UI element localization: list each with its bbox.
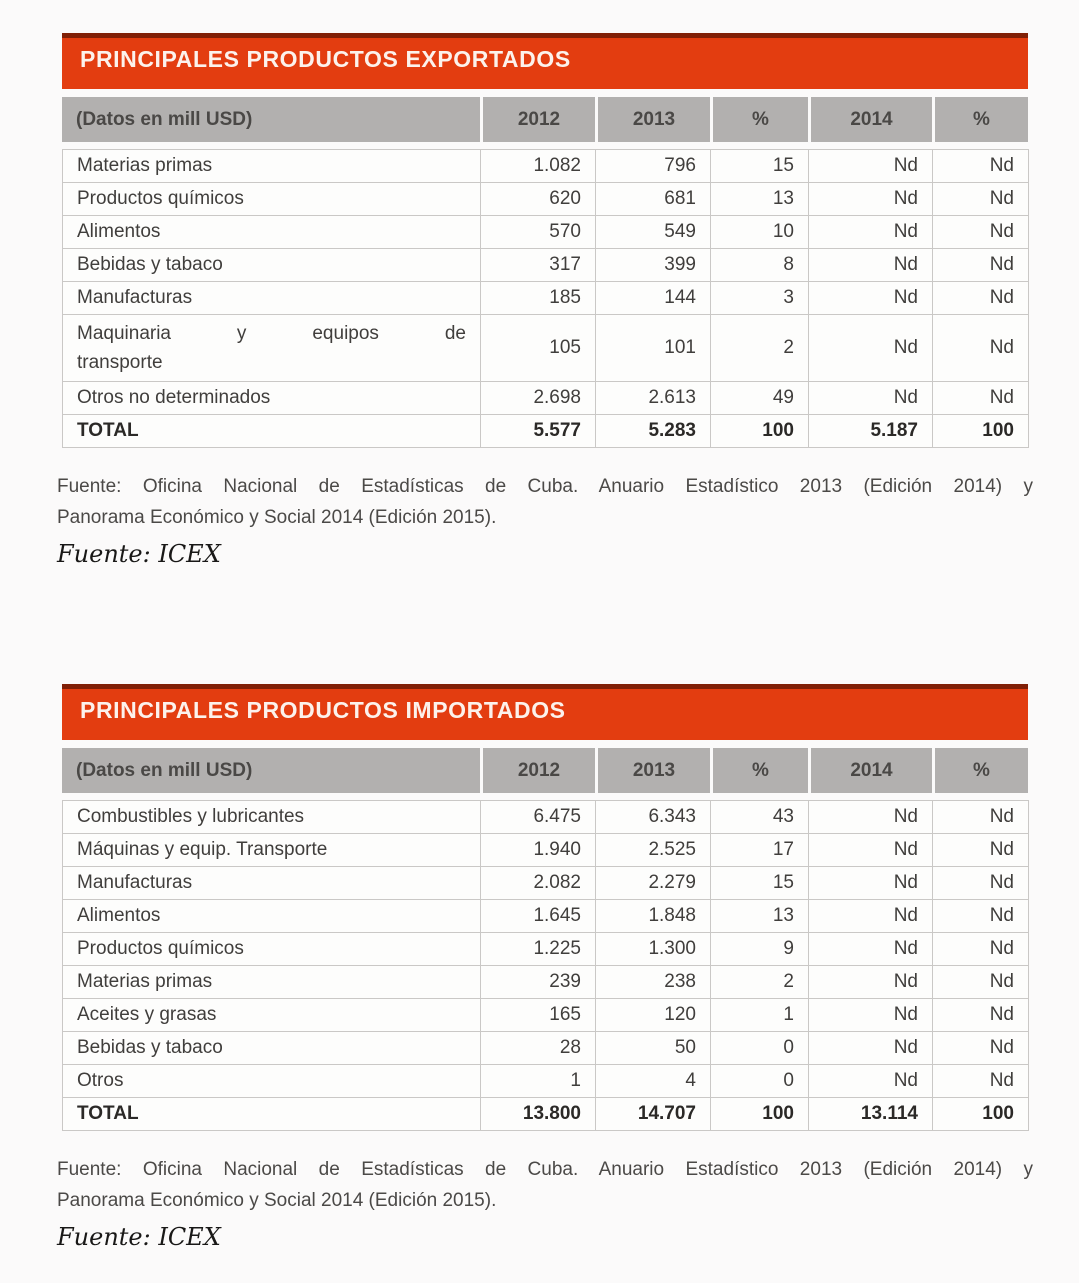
row-label: Bebidas y tabaco (63, 1032, 481, 1065)
value-cell: Nd (809, 382, 933, 415)
value-cell: 5.283 (596, 415, 711, 448)
row-label: Productos químicos (63, 183, 481, 216)
value-cell: 15 (711, 150, 809, 183)
value-cell: Nd (809, 1032, 933, 1065)
value-cell: Nd (809, 183, 933, 216)
value-cell: Nd (933, 150, 1029, 183)
value-cell: Nd (933, 249, 1029, 282)
value-cell: Nd (933, 834, 1029, 867)
row-label: TOTAL (63, 1098, 481, 1131)
value-cell: Nd (809, 834, 933, 867)
value-cell: 1.225 (481, 933, 596, 966)
row-label: TOTAL (63, 415, 481, 448)
value-cell: 239 (481, 966, 596, 999)
value-cell: 17 (711, 834, 809, 867)
row-label: Manufacturas (63, 867, 481, 900)
value-cell: Nd (933, 216, 1029, 249)
row-label: Máquinas y equip. Transporte (63, 834, 481, 867)
value-cell: 100 (933, 415, 1029, 448)
column-header: 2012 (480, 97, 595, 142)
row-label: Bebidas y tabaco (63, 249, 481, 282)
column-header: % (710, 748, 808, 793)
table-row (63, 966, 1029, 999)
value-cell: 6.343 (596, 801, 711, 834)
table-row (63, 150, 1029, 183)
table-row (63, 900, 1029, 933)
table-row (63, 999, 1029, 1032)
value-cell: Nd (933, 1032, 1029, 1065)
row-label: Materias primas (63, 150, 481, 183)
exports-title: PRINCIPALES PRODUCTOS EXPORTADOS (80, 46, 571, 72)
exports-icex-source: Fuente: ICEX (57, 540, 221, 568)
value-cell: Nd (933, 966, 1029, 999)
value-cell: 50 (596, 1032, 711, 1065)
value-cell: 14.707 (596, 1098, 711, 1131)
value-cell: 3 (711, 282, 809, 315)
table-row (63, 1032, 1029, 1065)
exports-section (57, 33, 1033, 570)
value-cell: 2.613 (596, 382, 711, 415)
imports-column-header-row (62, 748, 1028, 793)
value-cell: Nd (933, 315, 1029, 382)
value-cell: Nd (809, 999, 933, 1032)
value-cell: 100 (933, 1098, 1029, 1131)
value-cell: 1.645 (481, 900, 596, 933)
exports-source-note-line2: Panorama Económico y Social 2014 (Edición 2015). (57, 507, 497, 528)
row-label: Manufacturas (63, 282, 481, 315)
row-label: Materias primas (63, 966, 481, 999)
value-cell: Nd (809, 315, 933, 382)
value-cell: Nd (809, 933, 933, 966)
table-row (63, 315, 1029, 382)
value-cell: 185 (481, 282, 596, 315)
column-header: (Datos en mill USD) (62, 97, 480, 142)
value-cell: 2.082 (481, 867, 596, 900)
value-cell: 6.475 (481, 801, 596, 834)
value-cell: 165 (481, 999, 596, 1032)
value-cell: 681 (596, 183, 711, 216)
value-cell: 100 (711, 1098, 809, 1131)
value-cell: Nd (933, 183, 1029, 216)
value-cell: 1 (481, 1065, 596, 1098)
value-cell: 105 (481, 315, 596, 382)
exports-table (62, 149, 1029, 448)
value-cell: 120 (596, 999, 711, 1032)
table-row (63, 933, 1029, 966)
value-cell: 10 (711, 216, 809, 249)
value-cell: Nd (809, 282, 933, 315)
value-cell: Nd (809, 867, 933, 900)
row-label: Aceites y grasas (63, 999, 481, 1032)
column-header: 2013 (595, 97, 710, 142)
total-row (63, 1098, 1029, 1131)
total-row (63, 415, 1029, 448)
table-row (63, 1065, 1029, 1098)
value-cell: 1 (711, 999, 809, 1032)
value-cell: 9 (711, 933, 809, 966)
value-cell: 13.114 (809, 1098, 933, 1131)
value-cell: 144 (596, 282, 711, 315)
value-cell: 5.187 (809, 415, 933, 448)
value-cell: Nd (933, 900, 1029, 933)
value-cell: 2.279 (596, 867, 711, 900)
value-cell: 13 (711, 183, 809, 216)
value-cell: Nd (809, 150, 933, 183)
column-header: 2013 (595, 748, 710, 793)
value-cell: 43 (711, 801, 809, 834)
value-cell: 1.848 (596, 900, 711, 933)
row-label: Combustibles y lubricantes (63, 801, 481, 834)
exports-title-banner (62, 33, 1028, 89)
value-cell: 8 (711, 249, 809, 282)
column-header: 2012 (480, 748, 595, 793)
value-cell: 1.082 (481, 150, 596, 183)
table-row (63, 282, 1029, 315)
value-cell: Nd (809, 801, 933, 834)
value-cell: Nd (809, 900, 933, 933)
value-cell: Nd (809, 216, 933, 249)
imports-source-note (57, 1154, 1033, 1216)
value-cell: 13 (711, 900, 809, 933)
table-row (63, 834, 1029, 867)
value-cell: 620 (481, 183, 596, 216)
imports-source-note-line2: Panorama Económico y Social 2014 (Edición 2015). (57, 1190, 497, 1211)
row-label: Productos químicos (63, 933, 481, 966)
value-cell: 399 (596, 249, 711, 282)
value-cell: 28 (481, 1032, 596, 1065)
row-label-line: Maquinaria y equipos de (77, 322, 466, 344)
imports-table (62, 800, 1029, 1131)
value-cell: 4 (596, 1065, 711, 1098)
value-cell: 570 (481, 216, 596, 249)
column-header: % (932, 97, 1028, 142)
row-label: Alimentos (63, 900, 481, 933)
table-row (63, 183, 1029, 216)
value-cell: Nd (933, 933, 1029, 966)
imports-section (57, 684, 1033, 1253)
table-row (63, 382, 1029, 415)
value-cell: Nd (933, 867, 1029, 900)
value-cell: 2.525 (596, 834, 711, 867)
row-label: Alimentos (63, 216, 481, 249)
imports-title-banner (62, 684, 1028, 740)
value-cell: Nd (933, 999, 1029, 1032)
value-cell: 2 (711, 315, 809, 382)
value-cell: 1.940 (481, 834, 596, 867)
value-cell: Nd (933, 382, 1029, 415)
row-label: Otros no determinados (63, 382, 481, 415)
table-row (63, 801, 1029, 834)
value-cell: 2.698 (481, 382, 596, 415)
imports-source-note-line1: Fuente: Oficina Nacional de Estadísticas de Cuba. Anuario Estadístico 2013 (Edición 2014) y (57, 1159, 1033, 1180)
value-cell: 317 (481, 249, 596, 282)
table-row (63, 867, 1029, 900)
value-cell: 796 (596, 150, 711, 183)
value-cell: 238 (596, 966, 711, 999)
value-cell: Nd (809, 249, 933, 282)
exports-source-note (57, 471, 1033, 533)
row-label (63, 315, 481, 382)
imports-title: PRINCIPALES PRODUCTOS IMPORTADOS (80, 697, 566, 723)
value-cell: 549 (596, 216, 711, 249)
value-cell: Nd (809, 966, 933, 999)
imports-icex-source: Fuente: ICEX (57, 1223, 221, 1251)
value-cell: 1.300 (596, 933, 711, 966)
table-row (63, 216, 1029, 249)
value-cell: 100 (711, 415, 809, 448)
column-header: % (710, 97, 808, 142)
value-cell: Nd (933, 801, 1029, 834)
value-cell: 49 (711, 382, 809, 415)
table-row (63, 249, 1029, 282)
value-cell: Nd (809, 1065, 933, 1098)
value-cell: 13.800 (481, 1098, 596, 1131)
value-cell: Nd (933, 1065, 1029, 1098)
value-cell: Nd (933, 282, 1029, 315)
column-header: % (932, 748, 1028, 793)
value-cell: 0 (711, 1065, 809, 1098)
column-header: (Datos en mill USD) (62, 748, 480, 793)
exports-source-note-line1: Fuente: Oficina Nacional de Estadísticas de Cuba. Anuario Estadístico 2013 (Edición 2014) y (57, 476, 1033, 497)
row-label: Otros (63, 1065, 481, 1098)
value-cell: 15 (711, 867, 809, 900)
row-label-line: transporte (77, 352, 163, 373)
value-cell: 5.577 (481, 415, 596, 448)
column-header: 2014 (808, 97, 932, 142)
column-header: 2014 (808, 748, 932, 793)
value-cell: 2 (711, 966, 809, 999)
exports-column-header-row (62, 97, 1028, 142)
value-cell: 0 (711, 1032, 809, 1065)
value-cell: 101 (596, 315, 711, 382)
